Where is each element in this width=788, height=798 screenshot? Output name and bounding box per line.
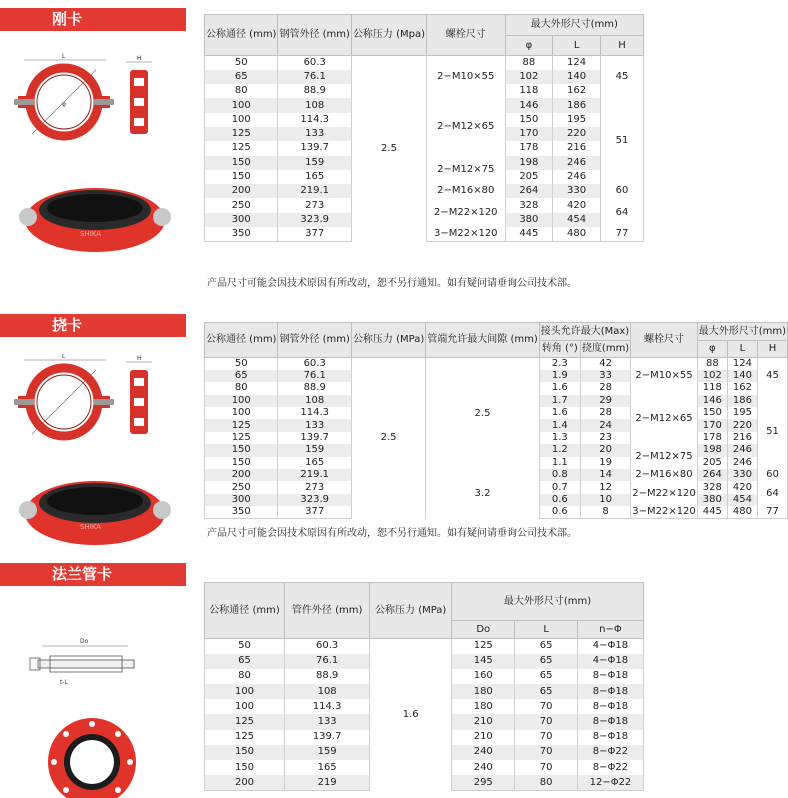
rigid-spec-table bbox=[204, 14, 644, 242]
section-banner-flange bbox=[0, 563, 186, 586]
cell-nominal: 150 bbox=[205, 444, 278, 456]
cell-od: 133 bbox=[285, 714, 370, 729]
cell-phi: 150 bbox=[697, 407, 727, 419]
cell-phi: 178 bbox=[505, 141, 553, 155]
cell-deflection: 14 bbox=[580, 469, 630, 481]
cell-L: 65 bbox=[515, 669, 578, 684]
header-joint-max: 接头允许最大(Max) bbox=[539, 323, 630, 341]
cell-L: 140 bbox=[553, 70, 601, 84]
cell-gap: 3.2 bbox=[426, 469, 539, 519]
cell-nominal: 125 bbox=[205, 714, 285, 729]
flexible-table-body bbox=[205, 358, 788, 519]
cell-phi: 170 bbox=[505, 127, 553, 141]
cell-Do: 180 bbox=[452, 699, 515, 714]
cell-L: 330 bbox=[727, 469, 757, 481]
cell-od: 165 bbox=[285, 760, 370, 775]
cell-phi: 170 bbox=[697, 419, 727, 431]
stamp-logo: SHIKA bbox=[80, 230, 102, 238]
cell-nominal: 125 bbox=[205, 141, 278, 155]
cell-bolt: 2−M12×75 bbox=[427, 156, 505, 185]
header-pressure: 公称压力 (MPa) bbox=[351, 323, 425, 358]
cell-od: 76.1 bbox=[278, 370, 351, 382]
cell-od: 323.9 bbox=[278, 494, 351, 506]
cell-phi: 205 bbox=[505, 170, 553, 184]
header-bolt: 螺栓尺寸 bbox=[427, 15, 505, 56]
cell-nominal: 150 bbox=[205, 457, 278, 469]
cell-L: 220 bbox=[727, 419, 757, 431]
cell-bolt: 3−M22×120 bbox=[632, 506, 696, 518]
cell-pressure: 2.5 bbox=[351, 56, 426, 242]
cell-Do: 125 bbox=[452, 639, 515, 654]
cell-L: 420 bbox=[553, 198, 601, 212]
cell-nominal: 50 bbox=[205, 358, 278, 370]
cell-nominal: 300 bbox=[205, 213, 278, 227]
cell-L: 162 bbox=[727, 382, 757, 394]
cell-L: 162 bbox=[553, 84, 601, 98]
cell-n-phi: 8−Φ22 bbox=[577, 745, 643, 760]
cell-H: 60 bbox=[757, 469, 787, 481]
header-bolt: 螺栓尺寸 bbox=[631, 323, 698, 358]
cell-phi: 118 bbox=[505, 84, 553, 98]
cell-angle: 0.6 bbox=[539, 506, 580, 518]
cell-od: 159 bbox=[278, 156, 351, 170]
cell-angle: 1.6 bbox=[539, 407, 580, 419]
dim-label-tl: t-L bbox=[60, 679, 68, 686]
header-pipe-od: 管件外径 (mm) bbox=[285, 583, 370, 639]
header-deflection: 挠度(mm) bbox=[580, 341, 630, 358]
flange-coupling-photo bbox=[32, 712, 152, 798]
cell-L: 246 bbox=[727, 444, 757, 456]
cell-od: 114.3 bbox=[285, 699, 370, 714]
table-row bbox=[205, 358, 788, 370]
cell-n-phi: 8−Φ18 bbox=[577, 669, 643, 684]
cell-od: 114.3 bbox=[278, 407, 351, 419]
cell-nominal: 200 bbox=[205, 469, 278, 481]
section-banner-flexible bbox=[0, 314, 186, 337]
cell-od: 60.3 bbox=[278, 358, 351, 370]
cell-bolt: 2−M12×65 bbox=[631, 395, 698, 445]
cell-L: 420 bbox=[727, 481, 757, 493]
table-row bbox=[205, 469, 788, 481]
header-nominal-diameter: 公称通径 (mm) bbox=[205, 583, 285, 639]
cell-H: 64 bbox=[600, 198, 643, 227]
section-title: 刚卡 bbox=[52, 10, 83, 28]
cell-L: 454 bbox=[553, 213, 601, 227]
cell-od: 139.7 bbox=[278, 432, 351, 444]
cell-bolt: 2−M22×120 bbox=[427, 198, 505, 227]
header-max-dim: 最大外形尺寸(mm) bbox=[505, 15, 644, 36]
rigid-coupling-drawing-icon bbox=[12, 50, 182, 145]
cell-n-phi: 4−Φ18 bbox=[577, 654, 643, 669]
cell-nominal: 150 bbox=[205, 170, 278, 184]
section-title: 法兰管卡 bbox=[52, 565, 113, 583]
cell-bolt: 2−M10×55 bbox=[427, 56, 505, 99]
cell-angle: 1.6 bbox=[539, 382, 580, 394]
cell-L: 330 bbox=[553, 184, 601, 198]
cell-Do: 145 bbox=[452, 654, 515, 669]
header-phi: φ bbox=[697, 341, 727, 358]
cell-angle: 0.8 bbox=[539, 469, 580, 481]
cell-od: 139.7 bbox=[278, 141, 351, 155]
cell-phi: 445 bbox=[697, 506, 727, 518]
cell-phi: 146 bbox=[505, 98, 553, 112]
cell-deflection: 23 bbox=[580, 432, 630, 444]
cell-L: 70 bbox=[515, 760, 578, 775]
cell-L: 246 bbox=[553, 156, 601, 170]
cell-od: 273 bbox=[278, 481, 351, 493]
cell-od: 114.3 bbox=[278, 113, 351, 127]
rigid-coupling-photo bbox=[15, 172, 175, 264]
cell-deflection: 20 bbox=[580, 444, 630, 456]
cell-nominal: 50 bbox=[205, 639, 285, 654]
cell-nominal: 250 bbox=[205, 198, 278, 212]
cell-bolt: 2−M16×80 bbox=[427, 184, 505, 198]
cell-nominal: 125 bbox=[205, 730, 285, 745]
cell-angle: 1.9 bbox=[539, 370, 580, 382]
cell-L: 65 bbox=[515, 654, 578, 669]
cell-nominal: 100 bbox=[205, 699, 285, 714]
cell-nominal: 65 bbox=[205, 370, 278, 382]
header-L: L bbox=[515, 621, 578, 639]
cell-L: 246 bbox=[727, 457, 757, 469]
cell-Do: 210 bbox=[452, 730, 515, 745]
table-row bbox=[205, 639, 644, 654]
cell-bolt: 3−M22×120 bbox=[427, 227, 505, 241]
cell-L: 65 bbox=[515, 639, 578, 654]
cell-nominal: 100 bbox=[205, 395, 278, 407]
cell-angle: 2.3 bbox=[539, 358, 580, 370]
cell-od: 108 bbox=[285, 684, 370, 699]
cell-od: 88.9 bbox=[278, 84, 351, 98]
header-H: H bbox=[600, 36, 643, 56]
cell-nominal: 100 bbox=[205, 113, 278, 127]
cell-L: 186 bbox=[553, 98, 601, 112]
cell-nominal: 100 bbox=[205, 684, 285, 699]
cell-angle: 1.1 bbox=[539, 457, 580, 469]
dim-label-Do: Do bbox=[80, 638, 89, 645]
cell-L: 220 bbox=[553, 127, 601, 141]
dim-label-L: L bbox=[62, 53, 66, 60]
cell-od: 219 bbox=[285, 775, 370, 790]
cell-nominal: 300 bbox=[205, 494, 278, 506]
cell-angle: 0.7 bbox=[539, 481, 580, 493]
flange-spec-table bbox=[204, 582, 644, 791]
cell-L: 140 bbox=[727, 370, 757, 382]
cell-od: 165 bbox=[278, 170, 351, 184]
cell-od: 219.1 bbox=[278, 184, 351, 198]
cell-bolt: 2−M12×75 bbox=[631, 444, 698, 469]
cell-nominal: 125 bbox=[205, 432, 278, 444]
cell-Do: 180 bbox=[452, 684, 515, 699]
cell-phi: 380 bbox=[505, 213, 553, 227]
header-phi: φ bbox=[505, 36, 553, 56]
cell-nominal: 150 bbox=[205, 760, 285, 775]
table-row bbox=[205, 56, 644, 70]
header-pressure: 公称压力 (MPa) bbox=[370, 583, 452, 639]
cell-L: 70 bbox=[515, 699, 578, 714]
cell-Do: 240 bbox=[452, 760, 515, 775]
cell-bolt: 2−M12×65 bbox=[427, 98, 505, 155]
cell-od: 219.1 bbox=[278, 469, 351, 481]
flange-drawing-icon bbox=[20, 632, 155, 692]
cell-deflection: 24 bbox=[580, 419, 630, 431]
header-max-gap: 管端允许最大间隙 (mm) bbox=[426, 323, 539, 358]
cell-L: 186 bbox=[727, 395, 757, 407]
cell-gap: 2.5 bbox=[426, 358, 539, 470]
cell-nominal: 65 bbox=[205, 654, 285, 669]
header-L: L bbox=[553, 36, 601, 56]
cell-nominal: 100 bbox=[205, 98, 278, 112]
cell-L: 70 bbox=[515, 730, 578, 745]
cell-deflection: 28 bbox=[580, 382, 630, 394]
cell-bolt: 2−M16×80 bbox=[631, 469, 698, 481]
cell-nominal: 50 bbox=[205, 56, 278, 70]
cell-od: 165 bbox=[278, 457, 351, 469]
cell-H: 77 bbox=[757, 506, 787, 518]
cell-L: 124 bbox=[727, 358, 757, 370]
cell-nominal: 65 bbox=[205, 70, 278, 84]
cell-Do: 160 bbox=[452, 669, 515, 684]
header-nominal-diameter: 公称通径 (mm) bbox=[205, 323, 278, 358]
dim-label-H: H bbox=[137, 355, 142, 362]
rigid-footnote: 产品尺寸可能会因技术原因有所改动，恕不另行通知。如有疑问请垂询公司技术部。 bbox=[207, 278, 577, 289]
cell-phi: 445 bbox=[505, 227, 553, 241]
cell-od: 139.7 bbox=[285, 730, 370, 745]
cell-L: 454 bbox=[727, 494, 757, 506]
cell-L: 80 bbox=[515, 775, 578, 790]
cell-od: 159 bbox=[278, 444, 351, 456]
cell-od: 273 bbox=[278, 198, 351, 212]
cell-nominal: 350 bbox=[205, 227, 278, 241]
cell-phi: 146 bbox=[697, 395, 727, 407]
cell-H: 45 bbox=[600, 56, 643, 99]
flexible-spec-table bbox=[204, 322, 788, 519]
section-title: 挠卡 bbox=[52, 316, 83, 334]
cell-bolt: 2−M10×55 bbox=[631, 358, 698, 395]
cell-deflection: 10 bbox=[580, 494, 630, 506]
cell-pressure: 2.5 bbox=[351, 358, 425, 519]
cell-nominal: 200 bbox=[205, 775, 285, 790]
cell-od: 60.3 bbox=[278, 56, 351, 70]
cell-od: 377 bbox=[278, 227, 351, 241]
cell-phi: 328 bbox=[697, 481, 727, 493]
cell-nominal: 125 bbox=[205, 419, 278, 431]
cell-n-phi: 8−Φ18 bbox=[577, 714, 643, 729]
cell-angle: 1.7 bbox=[539, 395, 580, 407]
cell-angle: 0.6 bbox=[539, 494, 580, 506]
cell-od: 88.9 bbox=[285, 669, 370, 684]
header-nominal-diameter: 公称通径 (mm) bbox=[205, 15, 278, 56]
cell-nominal: 80 bbox=[205, 669, 285, 684]
cell-deflection: 8 bbox=[580, 506, 630, 518]
dim-label-L: L bbox=[62, 353, 66, 360]
cell-angle: 1.2 bbox=[539, 444, 580, 456]
cell-L: 65 bbox=[515, 684, 578, 699]
cell-H: 77 bbox=[600, 227, 643, 241]
header-n-phi: n−Φ bbox=[577, 621, 643, 639]
cell-nominal: 80 bbox=[205, 84, 278, 98]
cell-od: 60.3 bbox=[285, 639, 370, 654]
cell-deflection: 28 bbox=[580, 407, 630, 419]
cell-phi: 380 bbox=[697, 494, 727, 506]
header-Do: Do bbox=[452, 621, 515, 639]
cell-od: 76.1 bbox=[278, 70, 351, 84]
cell-L: 195 bbox=[553, 113, 601, 127]
cell-nominal: 100 bbox=[205, 407, 278, 419]
cell-phi: 198 bbox=[505, 156, 553, 170]
cell-nominal: 150 bbox=[205, 745, 285, 760]
cell-n-phi: 12−Φ22 bbox=[577, 775, 643, 790]
cell-od: 377 bbox=[278, 506, 351, 518]
cell-phi: 88 bbox=[697, 358, 727, 370]
cell-L: 216 bbox=[727, 432, 757, 444]
cell-L: 480 bbox=[553, 227, 601, 241]
cell-od: 133 bbox=[278, 127, 351, 141]
stamp-logo: SHIKA bbox=[80, 523, 102, 531]
header-pipe-od: 钢管外径 (mm) bbox=[278, 323, 351, 358]
cell-od: 76.1 bbox=[285, 654, 370, 669]
cell-od: 159 bbox=[285, 745, 370, 760]
cell-od: 108 bbox=[278, 395, 351, 407]
cell-L: 70 bbox=[515, 714, 578, 729]
cell-nominal: 125 bbox=[205, 127, 278, 141]
cell-nominal: 350 bbox=[205, 506, 278, 518]
cell-phi: 198 bbox=[697, 444, 727, 456]
cell-L: 480 bbox=[727, 506, 757, 518]
cell-od: 133 bbox=[278, 419, 351, 431]
dim-label-phi: φ bbox=[62, 101, 66, 108]
cell-Do: 240 bbox=[452, 745, 515, 760]
cell-H: 51 bbox=[757, 395, 787, 469]
cell-H: 51 bbox=[600, 98, 643, 184]
flexible-footnote: 产品尺寸可能会因技术原因有所改动，恕不另行通知。如有疑问请垂询公司技术部。 bbox=[207, 528, 577, 539]
header-angle: 转角 (°) bbox=[539, 341, 580, 358]
cell-phi: 264 bbox=[697, 469, 727, 481]
cell-H: 45 bbox=[757, 358, 787, 395]
rigid-table-body bbox=[205, 56, 644, 242]
cell-nominal: 200 bbox=[205, 184, 278, 198]
cell-Do: 210 bbox=[452, 714, 515, 729]
cell-n-phi: 8−Φ18 bbox=[577, 699, 643, 714]
cell-od: 323.9 bbox=[278, 213, 351, 227]
cell-n-phi: 8−Φ22 bbox=[577, 760, 643, 775]
section-banner-rigid bbox=[0, 8, 186, 31]
cell-phi: 102 bbox=[697, 370, 727, 382]
cell-phi: 178 bbox=[697, 432, 727, 444]
cell-L: 70 bbox=[515, 745, 578, 760]
cell-od: 108 bbox=[278, 98, 351, 112]
cell-n-phi: 8−Φ18 bbox=[577, 684, 643, 699]
cell-H: 64 bbox=[757, 481, 787, 506]
cell-n-phi: 4−Φ18 bbox=[577, 639, 643, 654]
cell-L: 124 bbox=[553, 56, 601, 70]
cell-n-phi: 8−Φ18 bbox=[577, 730, 643, 745]
cell-deflection: 33 bbox=[580, 370, 630, 382]
cell-pressure: 1.6 bbox=[370, 639, 452, 791]
cell-angle: 1.4 bbox=[539, 419, 580, 431]
cell-phi: 118 bbox=[697, 382, 727, 394]
dim-label-H: H bbox=[137, 55, 142, 62]
header-max-dim: 最大外形尺寸(mm) bbox=[452, 583, 644, 621]
cell-deflection: 12 bbox=[580, 481, 630, 493]
cell-phi: 205 bbox=[697, 457, 727, 469]
cell-L: 246 bbox=[553, 170, 601, 184]
cell-deflection: 29 bbox=[580, 395, 630, 407]
flange-table-body bbox=[205, 639, 644, 791]
cell-H: 60 bbox=[600, 184, 643, 198]
cell-angle: 1.3 bbox=[539, 432, 580, 444]
header-max-dim: 最大外形尺寸(mm) bbox=[697, 323, 787, 341]
cell-phi: 88 bbox=[505, 56, 553, 70]
header-pipe-od: 钢管外径 (mm) bbox=[278, 15, 351, 56]
cell-L: 216 bbox=[553, 141, 601, 155]
cell-Do: 295 bbox=[452, 775, 515, 790]
cell-nominal: 250 bbox=[205, 481, 278, 493]
cell-L: 195 bbox=[727, 407, 757, 419]
cell-phi: 264 bbox=[505, 184, 553, 198]
header-H: H bbox=[757, 341, 787, 358]
flexible-coupling-photo bbox=[15, 465, 175, 557]
cell-phi: 150 bbox=[505, 113, 553, 127]
header-pressure: 公称压力 (Mpa) bbox=[351, 15, 426, 56]
cell-od: 88.9 bbox=[278, 382, 351, 394]
cell-bolt: 2−M22×120 bbox=[631, 481, 698, 506]
cell-deflection: 42 bbox=[580, 358, 630, 370]
header-L: L bbox=[727, 341, 757, 358]
cell-phi: 102 bbox=[505, 70, 553, 84]
cell-nominal: 80 bbox=[205, 382, 278, 394]
cell-deflection: 19 bbox=[580, 457, 630, 469]
cell-phi: 328 bbox=[505, 198, 553, 212]
cell-nominal: 150 bbox=[205, 156, 278, 170]
flexible-coupling-drawing-icon bbox=[12, 350, 182, 445]
